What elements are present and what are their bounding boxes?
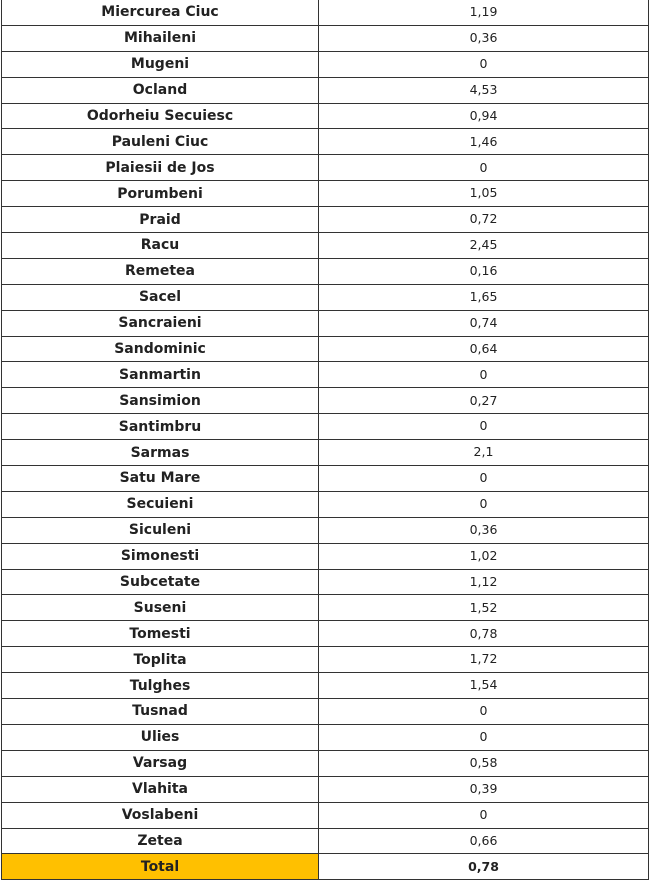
table-row [2,362,649,388]
total-label-cell: Total [2,854,319,880]
value-cell: 1,19 [319,0,649,25]
locality-name-cell: Odorheiu Secuiesc [2,103,319,129]
locality-name-cell: Voslabeni [2,802,319,828]
locality-name-cell: Varsag [2,750,319,776]
table-row [2,77,649,103]
value-cell: 2,1 [319,440,649,466]
value-cell: 0,72 [319,207,649,233]
locality-name-cell: Simonesti [2,543,319,569]
locality-name-cell: Toplita [2,647,319,673]
table-body [2,0,649,880]
table-row [2,802,649,828]
locality-name-cell: Pauleni Ciuc [2,129,319,155]
locality-name-cell: Sanmartin [2,362,319,388]
value-cell: 0 [319,51,649,77]
locality-name-cell: Subcetate [2,569,319,595]
table-row [2,0,649,25]
table-row [2,750,649,776]
locality-name-cell: Tulghes [2,673,319,699]
table-row [2,699,649,725]
value-cell: 1,05 [319,181,649,207]
table-row [2,233,649,259]
table-row [2,776,649,802]
locality-name-cell: Miercurea Ciuc [2,0,319,25]
value-cell: 1,52 [319,595,649,621]
total-value-cell: 0,78 [319,854,649,880]
value-cell: 0,36 [319,25,649,51]
value-cell: 0,16 [319,258,649,284]
table-row [2,207,649,233]
table-row [2,103,649,129]
table-row [2,828,649,854]
locality-name-cell: Ocland [2,77,319,103]
value-cell: 0 [319,802,649,828]
locality-name-cell: Suseni [2,595,319,621]
locality-name-cell: Zetea [2,828,319,854]
value-cell: 0,39 [319,776,649,802]
total-row [2,854,649,880]
locality-name-cell: Secuieni [2,491,319,517]
locality-name-cell: Porumbeni [2,181,319,207]
table-row [2,569,649,595]
table-row [2,673,649,699]
value-cell: 0,74 [319,310,649,336]
value-cell: 1,72 [319,647,649,673]
table-row [2,440,649,466]
table-row [2,491,649,517]
table-row [2,647,649,673]
table-row [2,543,649,569]
table-row [2,25,649,51]
table-row [2,284,649,310]
value-cell: 1,12 [319,569,649,595]
locality-name-cell: Remetea [2,258,319,284]
value-cell: 0 [319,699,649,725]
table-row [2,621,649,647]
table-row [2,181,649,207]
table-row [2,414,649,440]
table-row [2,388,649,414]
locality-name-cell: Sarmas [2,440,319,466]
locality-name-cell: Ulies [2,724,319,750]
value-cell: 1,65 [319,284,649,310]
table-row [2,129,649,155]
value-cell: 0,78 [319,621,649,647]
locality-name-cell: Sandominic [2,336,319,362]
locality-name-cell: Santimbru [2,414,319,440]
value-cell: 2,45 [319,233,649,259]
value-cell: 0,36 [319,517,649,543]
locality-name-cell: Mihaileni [2,25,319,51]
locality-name-cell: Vlahita [2,776,319,802]
table-row [2,466,649,492]
value-cell: 0 [319,491,649,517]
locality-name-cell: Mugeni [2,51,319,77]
value-cell: 4,53 [319,77,649,103]
table-row [2,51,649,77]
locality-name-cell: Tusnad [2,699,319,725]
value-cell: 0,66 [319,828,649,854]
value-cell: 0,58 [319,750,649,776]
locality-name-cell: Praid [2,207,319,233]
value-cell: 0,94 [319,103,649,129]
data-table-container [1,0,649,880]
locality-name-cell: Sancraieni [2,310,319,336]
locality-name-cell: Sacel [2,284,319,310]
value-cell: 0,64 [319,336,649,362]
value-cell: 0,27 [319,388,649,414]
value-cell: 1,54 [319,673,649,699]
locality-name-cell: Siculeni [2,517,319,543]
value-cell: 0 [319,414,649,440]
table-row [2,724,649,750]
value-cell: 1,02 [319,543,649,569]
value-cell: 0 [319,362,649,388]
value-cell: 0 [319,466,649,492]
locality-name-cell: Racu [2,233,319,259]
value-cell: 0 [319,724,649,750]
table-row [2,155,649,181]
data-table [1,0,649,880]
locality-name-cell: Satu Mare [2,466,319,492]
value-cell: 0 [319,155,649,181]
locality-name-cell: Plaiesii de Jos [2,155,319,181]
table-row [2,517,649,543]
table-row [2,336,649,362]
table-row [2,258,649,284]
locality-name-cell: Tomesti [2,621,319,647]
locality-name-cell: Sansimion [2,388,319,414]
value-cell: 1,46 [319,129,649,155]
table-row [2,310,649,336]
table-row [2,595,649,621]
